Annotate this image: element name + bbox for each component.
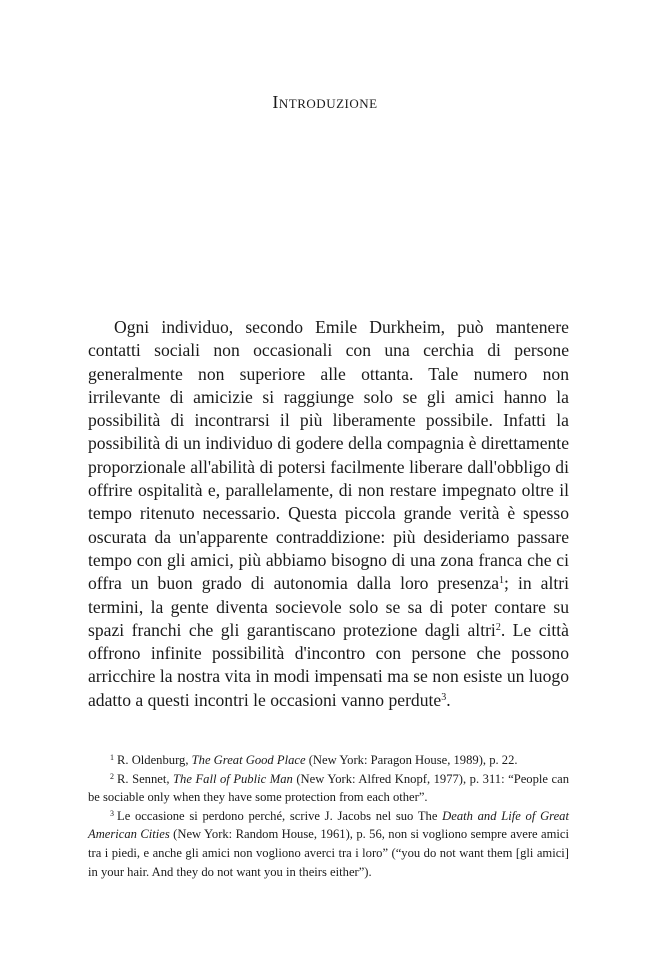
footnote-text: (New York: Alfred Knopf, 1977), p. 311: “People can be sociable only when they have some protection from each other”. (88, 771, 569, 805)
paragraph-text-part-1: Ogni individuo, secondo Emile Durkheim, può mantenere contatti sociali non occasionali con una cerchia di persone generalmente non superiore alle ottanta. Tale numero non irrilevante di amicizie si raggiunge solo se gli amici hanno la possibilità di incontrarsi il più liberamente possibile. Infatti la possibilità di un individuo di godere della compagnia è direttamente proporzionale all'abilità di potersi facilmente liberare dall'obbligo di offrire ospitalità e, parallelamente, di non restare impegnato oltre il tempo ritenuto necessario. Questa piccola grande verità è spesso oscurata da un'apparente contraddizione: più desideriamo passare tempo con gli amici, più abbiamo bisogno di una zona franca che ci offra un buon grado di autonomia dalla loro presenza (88, 317, 569, 594)
paragraph-text-part-2: ; in altri termini, la gente diventa socievole solo se sa di poter contare su spazi franchi che gli garantiscano protezione dagli altri (88, 573, 569, 640)
footnote-number: 2 (110, 771, 114, 781)
footnote-ref-1: 1 (499, 575, 505, 587)
footnote-text: Le occasione si perdono perché, scrive J. Jacobs nel suo The (117, 808, 443, 823)
chapter-title: Introduzione (272, 92, 378, 112)
paragraph-text-part-4: . (446, 689, 451, 710)
body-paragraph (88, 316, 569, 712)
paragraph-text-part-3: . Le città offrono infinite possibilità d'incontro con persone che possono arricchire la nostra vita in modi impensati ma se non esiste un luogo adatto a questi incontri le occasioni vanno perdute (88, 619, 569, 710)
footnote-2 (88, 770, 569, 807)
footnote-text: R. Sennet, (117, 771, 174, 786)
footnote-number: 3 (110, 808, 114, 818)
footnote-ref-3: 3 (441, 691, 447, 703)
footnote-ref-2: 2 (495, 621, 501, 633)
footnote-1 (88, 751, 569, 770)
footnote-book-title: The Great Good Place (191, 753, 306, 767)
footnote-text: R. Oldenburg, (117, 753, 192, 767)
footnote-text: (New York: Random House, 1961), p. 56, non si vogliono sempre avere amici tra i piedi, e anche gli amici non vogliono averci tra i loro” (“you do not want them [gli amici] in your hair. And they do not want you in theirs either”). (88, 827, 569, 879)
footnote-book-title: Death and Life of Great American Cities (88, 808, 569, 842)
footnote-book-title: The Fall of Public Man (173, 771, 293, 786)
footnote-text: (New York: Paragon House, 1989), p. 22. (305, 753, 518, 767)
footnote-3 (88, 807, 569, 881)
footnotes-section (88, 751, 569, 881)
footnote-number: 1 (110, 753, 114, 762)
